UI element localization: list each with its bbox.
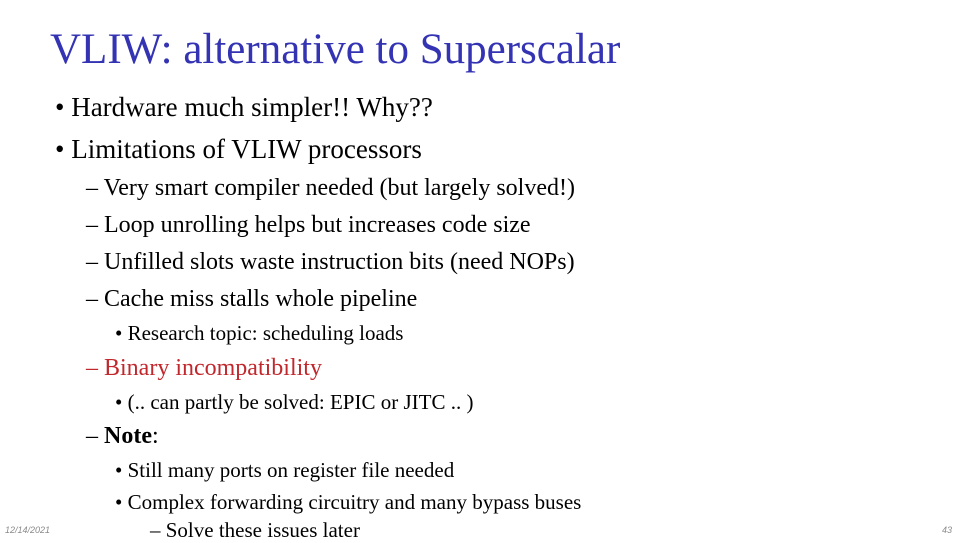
bullet-hardware: • Hardware much simpler!! Why?? [55,92,433,122]
sub-bullet-unrolling: – Loop unrolling helps but increases code size [86,212,531,238]
sub-bullet-compiler: – Very smart compiler needed (but largely solved!) [86,175,575,201]
sub-bullet-solve: – Solve these issues later [150,518,360,542]
note-dash: – [86,423,104,449]
third-bullet-ports: • Still many ports on register file needed [115,458,455,482]
third-bullet-epic: • (.. can partly be solved: EPIC or JITC .. ) [115,390,474,414]
sub-bullet-unfilled: – Unfilled slots waste instruction bits (need NOPs) [86,249,575,275]
slide-title: VLIW: alternative to Superscalar [50,26,621,73]
third-bullet-research: • Research topic: scheduling loads [115,321,404,345]
note-word: Note [104,423,152,449]
footer-date: 12/14/2021 [5,525,51,535]
footer-page-number: 43 [942,525,953,535]
sub-bullet-cache: – Cache miss stalls whole pipeline [86,286,418,312]
sub-bullet-note [86,422,159,451]
sub-bullet-binary: – Binary incompatibility [86,355,322,381]
note-colon: : [151,423,159,449]
third-bullet-forwarding: • Complex forwarding circuitry and many bypass buses [115,490,582,514]
bullet-limitations: • Limitations of VLIW processors [55,134,422,164]
